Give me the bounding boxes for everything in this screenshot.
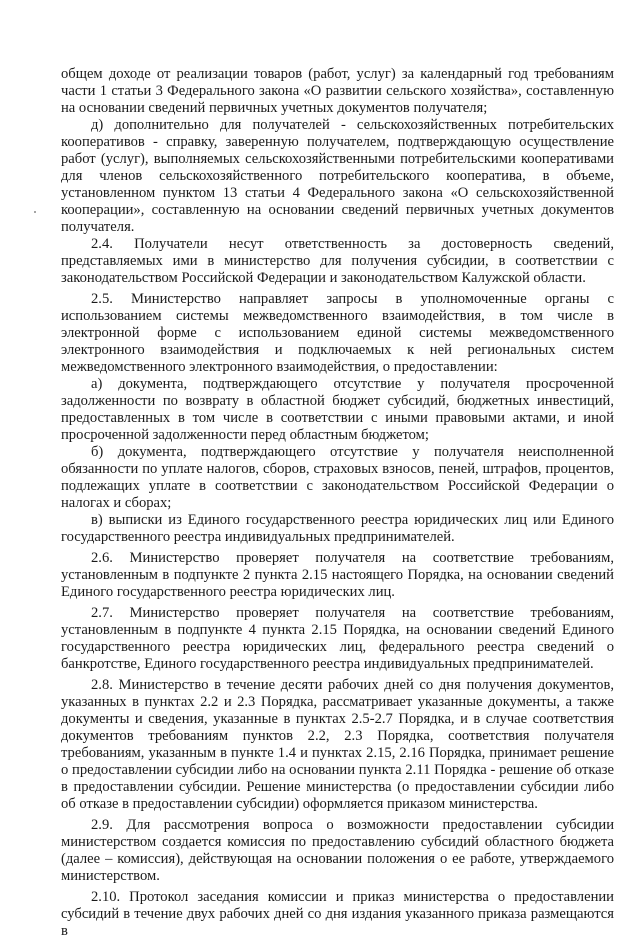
paragraph-2-5-v: в) выписки из Единого государственного реестра юридических лиц или Единого государственного реестра индивидуальных предпринимателей.: [61, 512, 614, 545]
paragraph-2-5-a: а) документа, подтверждающего отсутствие у получателя просроченной задолженности по возврату в областной бюджет субсидий, бюджетных инвестиций, предоставленных в том числе в соответствии с иными правовыми актами, и иной просроченной задолженности перед областным бюджетом;: [61, 376, 614, 443]
paragraph-income-statement: общем доходе от реализации товаров (работ, услуг) за календарный год требованиям части 1 статьи 3 Федерального закона «О развитии сельского хозяйства», составленную на основании сведений первичных учетных документов получателя;: [61, 66, 614, 116]
paragraph-2-8: 2.8. Министерство в течение десяти рабочих дней со дня получения документов, указанных в пунктах 2.2 и 2.3 Порядка, рассматривает указанные документы, а также документы и сведения, указанные в пунктах 2.5-2.7 Порядка, и в случае соответствия документов требованиям пунктов 2.2, 2.3 Порядка, соответствия получателя требованиям, указанным в пункте 1.4 и пунктах 2.15, 2.16 Порядка, принимает решение о предоставлении субсидии либо на основании пункта 2.11 Порядка - решение об отказе в предоставлении субсидии. Решение министерства (о предоставлении субсидии либо об отказе в предоставлении субсидии) оформляется приказом министерства.: [61, 677, 614, 812]
paragraph-2-4: 2.4. Получатели несут ответственность за достоверность сведений, представляемых ими в министерство для получения субсидии, в соответствии с законодательством Российской Федерации и законодательством Калужской области.: [61, 236, 614, 286]
paragraph-2-6: 2.6. Министерство проверяет получателя на соответствие требованиям, установленным в подпункте 2 пункта 2.15 настоящего Порядка, на основании сведений Единого государственного реестра юридических лиц.: [61, 550, 614, 600]
paragraph-subitem-d: д) дополнительно для получателей - сельскохозяйственных потребительских кооперативов - справку, заверенную получателем, подтверждающую осуществление работ (услуг), выполняемых сельскохозяйственными потребительскими кооперативами для членов сельскохозяйственного потребительского кооператива, в объеме, установленном пунктом 13 статьи 4 Федерального закона «О сельскохозяйственной кооперации», составленную на основании сведений первичных учетных документов получателя.: [61, 117, 614, 235]
paragraph-2-10: 2.10. Протокол заседания комиссии и приказ министерства о предоставлении субсидий в течение двух рабочих дней со дня издания указанного приказа размещаются в: [61, 889, 614, 939]
paragraph-2-9: 2.9. Для рассмотрения вопроса о возможности предоставлении субсидии министерством создается комиссия по предоставлению субсидий областного бюджета (далее – комиссия), действующая на основании положения о ее работе, утверждаемого министерством.: [61, 817, 614, 884]
paragraph-2-7: 2.7. Министерство проверяет получателя на соответствие требованиям, установленным в подпункте 4 пункта 2.15 Порядка, на основании сведений Единого государственного реестра юридических лиц, федерального реестра сведений о банкротстве, Единого государственного реестра индивидуальных предпринимателей.: [61, 605, 614, 672]
paragraph-2-5-b: б) документа, подтверждающего отсутствие у получателя неисполненной обязанности по уплате налогов, сборов, страховых взносов, пеней, штрафов, процентов, подлежащих уплате в соответствии с законодательством Российской Федерации о налогах и сборах;: [61, 444, 614, 511]
scan-speck: [34, 211, 36, 213]
paragraph-2-5: 2.5. Министерство направляет запросы в уполномоченные органы с использованием системы межведомственного взаимодействия, в том числе в электронной форме с использованием единой системы межведомственного электронного взаимодействия и подключаемых к ней региональных систем межведомственного электронного взаимодействия, о предоставлении:: [61, 291, 614, 375]
